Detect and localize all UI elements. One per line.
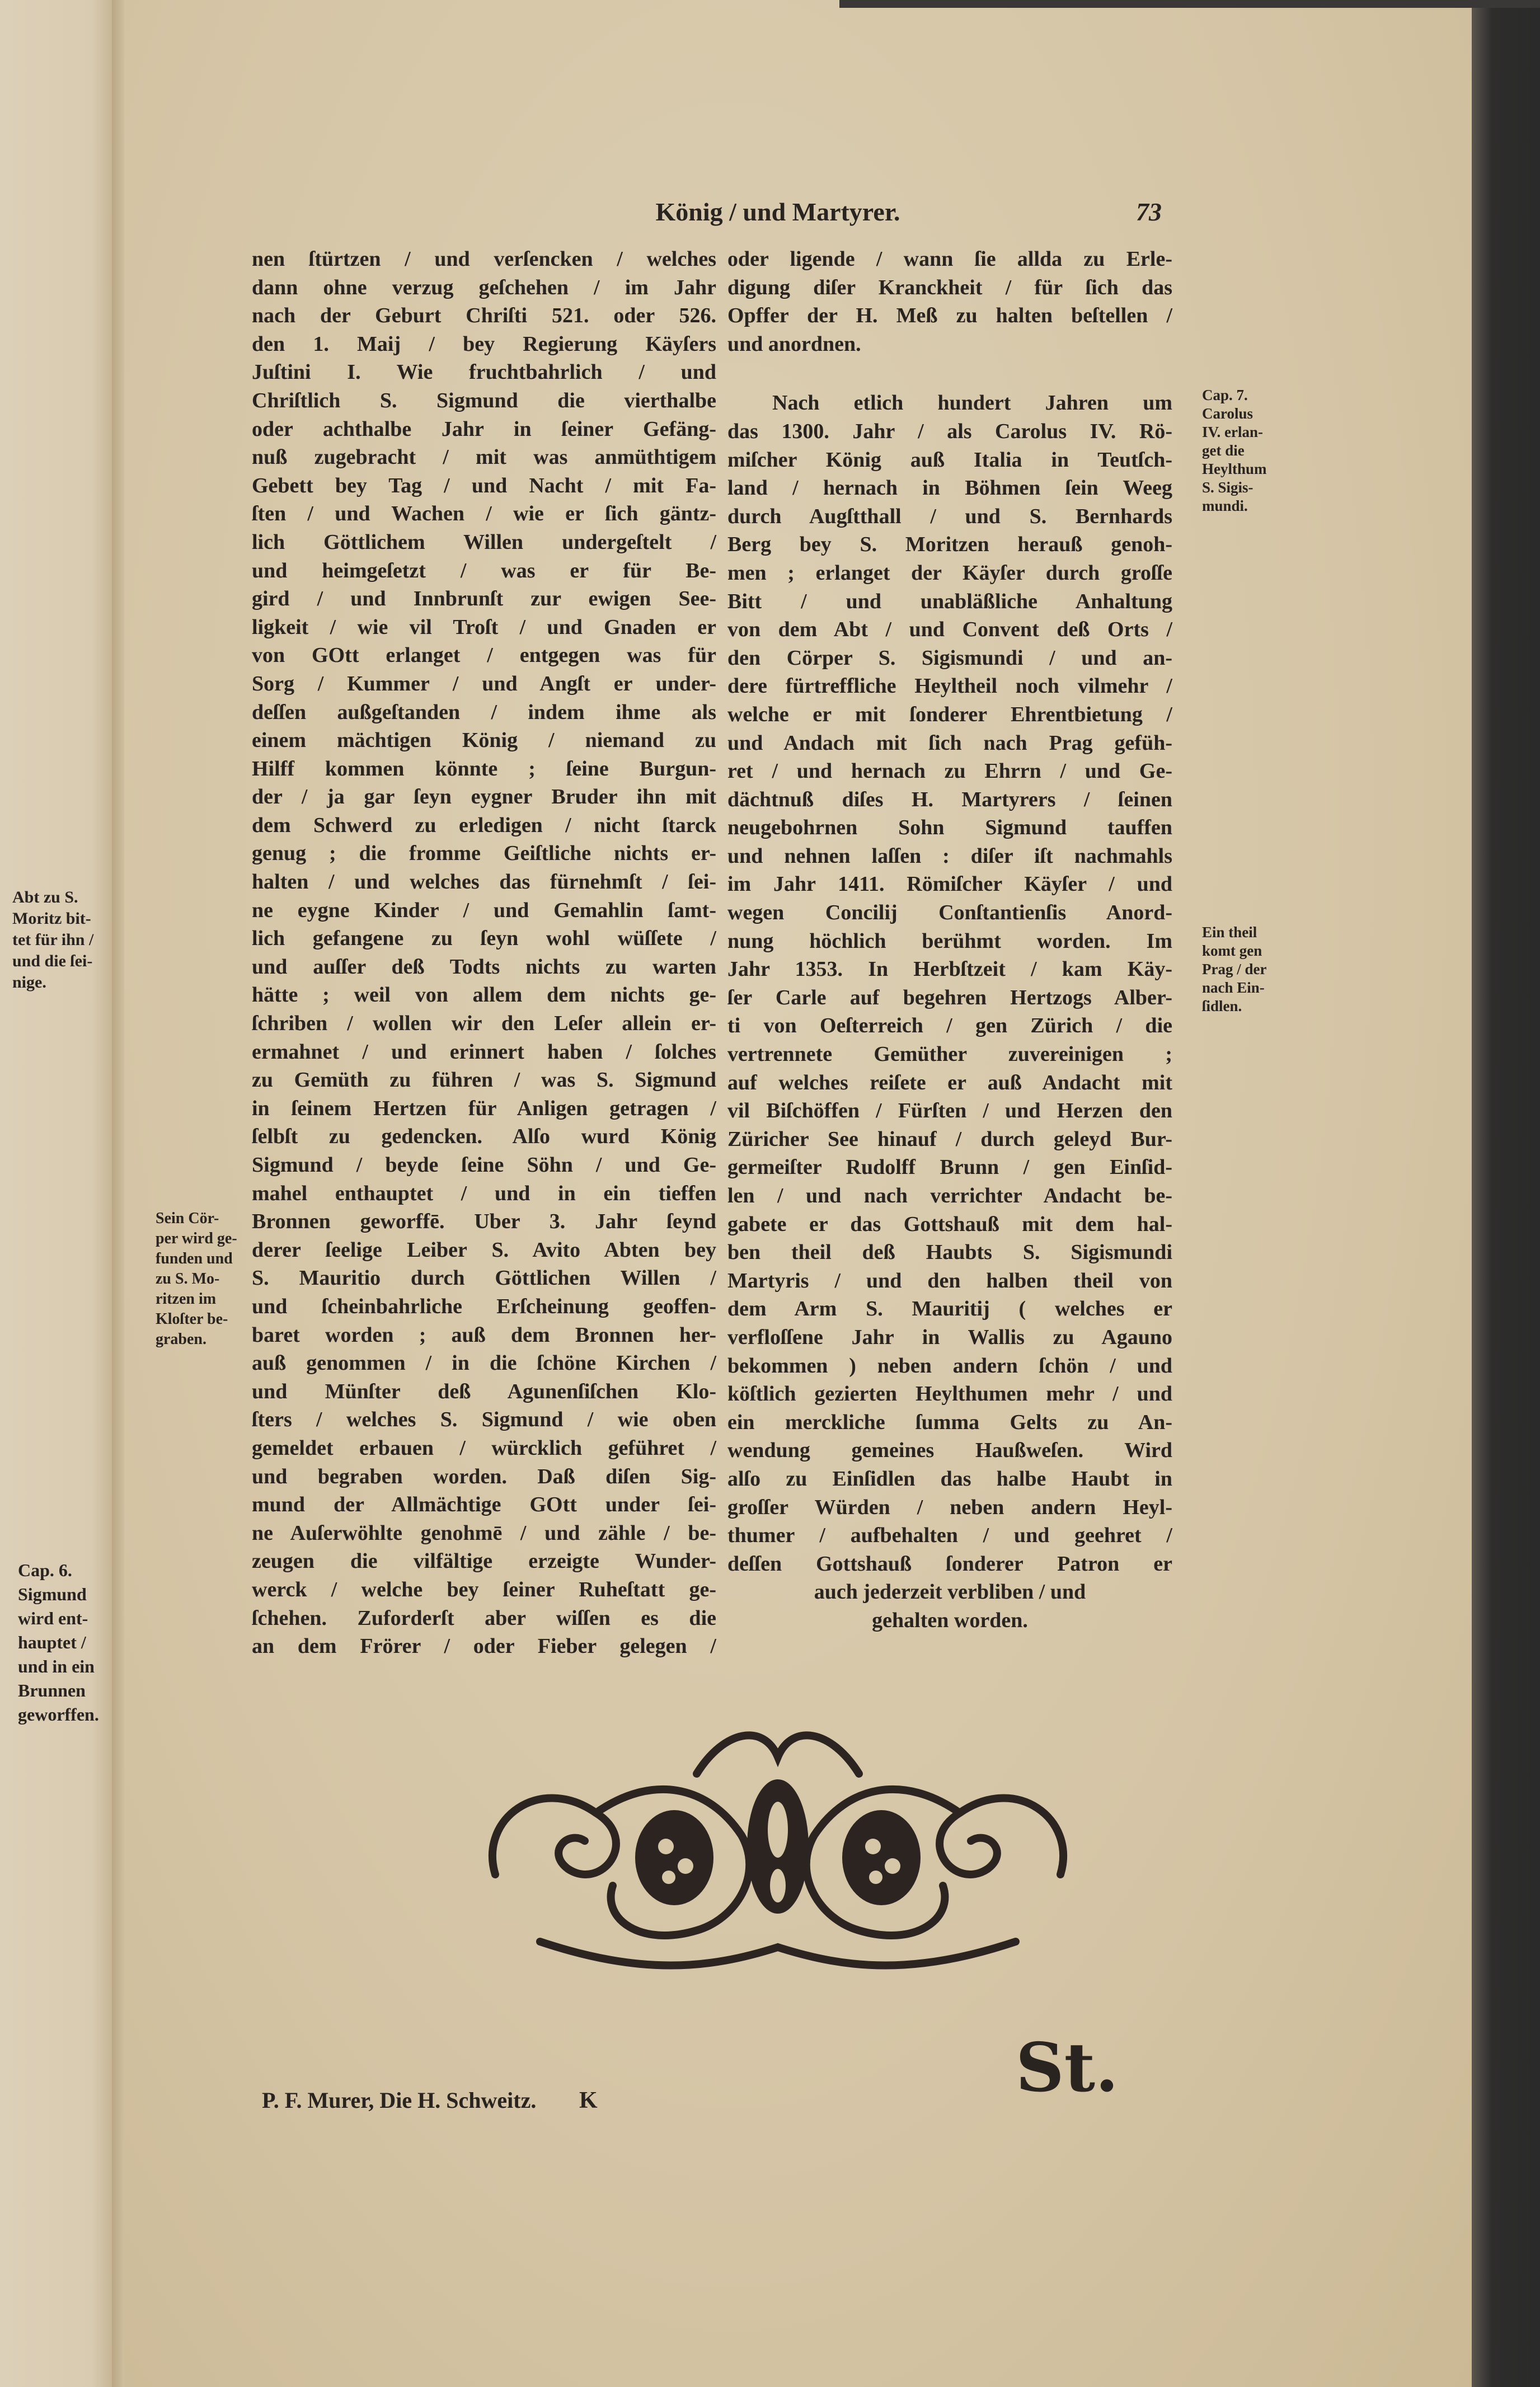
text-line: gird / und Innbrunſt zur ewigen See- xyxy=(252,587,716,611)
previous-page-edge xyxy=(0,0,115,2387)
text-line: den Cörper S. Sigismundi / und an- xyxy=(727,646,1172,670)
text-line: und ſcheinbahrliche Erſcheinung geoffen- xyxy=(252,1294,716,1318)
text-line: miſcher König auß Italia in Teutſch- xyxy=(727,448,1172,472)
text-line: Sorg / Kummer / und Angſt er under- xyxy=(252,671,716,696)
text-line: Sigmund / beyde ſeine Söhn / und Ge- xyxy=(252,1153,716,1177)
text-line: zeugen die vilfältige erzeigte Wunder- xyxy=(252,1549,716,1573)
ornament-pomegranate-right xyxy=(842,1810,921,1905)
text-line: thumer / aufbehalten / und geehret / xyxy=(727,1524,1172,1548)
text-line: den 1. Maij / bey Regierung Käyſers xyxy=(252,332,716,356)
margin-note-line: komt gen xyxy=(1202,942,1262,959)
text-line: Nach etlich hundert Jahren um xyxy=(772,391,1172,415)
text-line: Berg bey S. Moritzen herauß genoh- xyxy=(727,533,1172,557)
margin-note-line: Sigmund xyxy=(18,1584,87,1604)
margin-note-cap6 xyxy=(18,1558,99,1727)
text-line: auch jederzeit verbliben / und xyxy=(814,1580,1086,1604)
text-line: von dem Abt / und Convent deß Orts / xyxy=(727,618,1172,642)
text-line: ben theil deß Haubts S. Sigismundi xyxy=(727,1241,1172,1265)
text-line: derer ſeelige Leiber S. Avito Abten bey xyxy=(252,1238,716,1262)
margin-note-line: ritzen im xyxy=(156,1290,217,1308)
right-text-column xyxy=(727,245,1172,1635)
margin-note-line: Carolus xyxy=(1202,405,1253,422)
text-line: oder achthalbe Jahr in ſeiner Gefäng- xyxy=(252,417,716,441)
text-line: lich Göttlichem Willen undergeſtelt / xyxy=(252,530,716,554)
text-line: ein merckliche ſumma Gelts zu An- xyxy=(727,1410,1172,1434)
margin-note-line: und die ſei- xyxy=(12,952,93,970)
margin-note-line: tet für ihn / xyxy=(12,931,94,949)
text-line: und Andach mit ſich nach Prag gefüh- xyxy=(727,731,1172,755)
margin-note-line: geworffen. xyxy=(18,1704,99,1725)
text-line: ret / und hernach zu Ehrrn / und Ge- xyxy=(727,759,1172,783)
text-line: und auſſer deß Todts nichts zu warten xyxy=(252,955,716,979)
text-line: baret worden ; auß dem Bronnen her- xyxy=(252,1323,716,1347)
text-line: ne eygne Kinder / und Gemahlin ſamt- xyxy=(252,898,716,922)
margin-note-line: per wird ge- xyxy=(156,1230,237,1247)
text-line: land / hernach in Böhmen ſein Weeg xyxy=(727,476,1172,500)
text-line: von GOtt erlanget / entgegen was für xyxy=(252,643,716,668)
text-line: hätte ; weil von allem dem nichts ge- xyxy=(252,983,716,1007)
text-line: deſſen außgeſtanden / indem ihme als xyxy=(252,700,716,724)
margin-note-line: Sein Cör- xyxy=(156,1210,219,1227)
margin-note-line: Brunnen xyxy=(18,1680,86,1700)
text-line: Chriſtlich S. Sigmund die vierthalbe xyxy=(252,388,716,412)
text-line: und nehnen laſſen : diſer iſt nachmahls xyxy=(727,844,1172,868)
text-line: an dem Frörer / oder Fieber gelegen / xyxy=(252,1634,716,1658)
text-line: zu Gemüth zu führen / was S. Sigmund xyxy=(252,1068,716,1092)
margin-note-line: Ein theil xyxy=(1202,924,1257,941)
margin-note-line: ſidlen. xyxy=(1202,998,1242,1014)
margin-note-line: Abt zu S. xyxy=(12,888,78,906)
text-line: ti von Oeſterreich / gen Zürich / die xyxy=(727,1014,1172,1038)
margin-note-line: mundi. xyxy=(1202,497,1248,514)
text-line: vertrennete Gemüther zuvereinigen ; xyxy=(727,1042,1172,1066)
signature-line: P. F. Murer, Die H. Schweitz. xyxy=(262,2088,537,2113)
text-line: in ſeinem Hertzen für Anligen getragen / xyxy=(252,1096,716,1120)
running-title: König / und Martyrer. xyxy=(655,198,900,226)
text-line: der / ja gar ſeyn eygner Bruder ihn mit xyxy=(252,785,716,809)
text-line: digung diſer Kranckheit / für ſich das xyxy=(727,275,1172,299)
text-line: ligkeit / wie vil Troſt / und Gnaden er xyxy=(252,615,716,639)
text-line: nach der Geburt Chriſti 521. oder 526. xyxy=(252,304,716,328)
margin-note-line: nach Ein- xyxy=(1202,979,1265,996)
margin-note-line: graben. xyxy=(156,1331,206,1348)
text-line: oder ligende / wann ſie allda zu Erle- xyxy=(727,247,1172,271)
text-line: ermahnet / und erinnert haben / ſolches xyxy=(252,1040,716,1064)
text-line: wendung gemeines Haußweſen. Wird xyxy=(727,1439,1172,1463)
text-line: neugebohrnen Sohn Sigmund tauffen xyxy=(727,816,1172,840)
text-line: gabete er das Gottshauß mit dem hal- xyxy=(727,1212,1172,1236)
text-line: Bitt / und unabläßliche Anhaltung xyxy=(727,589,1172,613)
text-line: werck / welche bey ſeiner Ruheſtatt ge- xyxy=(252,1577,716,1601)
text-line: dere fürtreffliche Heyltheil noch vilmehr / xyxy=(727,674,1172,698)
ornament-bottom-scroll xyxy=(540,1942,1016,1966)
text-line: ſer Carle auf begehren Hertzogs Alber- xyxy=(727,985,1172,1009)
text-line: und heimgeſetzt / was er für Be- xyxy=(252,558,716,582)
text-line: Hilff kommen könnte ; ſeine Burgun- xyxy=(252,756,716,781)
margin-note-line: funden und xyxy=(156,1250,233,1267)
signature-mark: K xyxy=(579,2088,598,2113)
text-line: ne Auſerwöhlte genohmē / und zähle / be- xyxy=(252,1521,716,1545)
text-line: dächtnuß diſes H. Martyrers / ſeinen xyxy=(727,787,1172,811)
text-line: und begraben worden. Daß diſen Sig- xyxy=(252,1464,716,1488)
text-line: ſters / welches S. Sigmund / wie oben xyxy=(252,1408,716,1432)
text-line: vil Biſchöffen / Fürſten / und Herzen den xyxy=(727,1099,1172,1123)
text-line: Züricher See hinauf / durch geleyd Bur- xyxy=(727,1127,1172,1151)
margin-note-line: get die xyxy=(1202,442,1245,459)
page-number: 73 xyxy=(1136,198,1162,226)
tailpiece-ornament xyxy=(473,1707,1083,1986)
ornament-top-leaves xyxy=(697,1735,859,1774)
margin-note-line: Kloſter be- xyxy=(156,1310,228,1328)
margin-note-line: und in ein xyxy=(18,1656,95,1676)
margin-note-line: IV. erlan- xyxy=(1202,424,1264,440)
text-line: lich gefangene zu ſeyn wohl wüſſete / xyxy=(252,927,716,951)
margin-note-line: Moritz bit- xyxy=(12,909,91,928)
text-line: bekommen ) neben andern ſchön / und xyxy=(727,1354,1172,1378)
text-line: ſelbſt zu gedencken. Alſo wurd König xyxy=(252,1125,716,1149)
left-text-column xyxy=(252,245,716,1661)
text-line: ſchriben / wollen wir den Leſer allein er- xyxy=(252,1012,716,1036)
text-line: mahel enthauptet / und in ein tieffen xyxy=(252,1181,716,1205)
margin-note-line: hauptet / xyxy=(18,1632,86,1652)
margin-note-line: nige. xyxy=(12,973,46,992)
margin-note-line: Cap. 7. xyxy=(1202,387,1248,403)
text-line: halten / und welches das fürnehmſt / ſei- xyxy=(252,870,716,894)
margin-note-line: Prag / der xyxy=(1202,961,1267,978)
text-line: Opffer der H. Meß zu halten beſtellen / xyxy=(727,304,1172,328)
text-line: Gebett bey Tag / und Nacht / mit Fa- xyxy=(252,473,716,497)
paragraph-gap xyxy=(727,358,1172,389)
margin-note-ein-theil xyxy=(1202,923,1266,1016)
text-line: Bronnen geworffē. Uber 3. Jahr ſeynd xyxy=(252,1210,716,1234)
scan-background-top xyxy=(839,0,1540,8)
text-line: groſſer Würden / neben andern Heyl- xyxy=(727,1495,1172,1519)
scan-background xyxy=(1472,0,1540,2387)
margin-note-line: zu S. Mo- xyxy=(156,1270,220,1288)
margin-note-line: Heylthum xyxy=(1202,461,1267,477)
text-line: len / und nach verrichter Andacht be- xyxy=(727,1184,1172,1207)
margin-note-cap7 xyxy=(1202,386,1267,515)
text-line: köſtlich gezierten Heylthumen mehr / und xyxy=(727,1382,1172,1406)
margin-note-line: Cap. 6. xyxy=(18,1560,72,1580)
text-line: nung höchlich berühmt worden. Im xyxy=(727,929,1172,953)
text-line: dem Schwerd zu erledigen / nicht ſtarck xyxy=(252,813,716,837)
margin-note-line: S. Sigis- xyxy=(1202,479,1253,496)
text-line: im Jahr 1411. Römiſcher Käyſer / und xyxy=(727,872,1172,896)
text-line: dann ohne verzug geſchehen / im Jahr xyxy=(252,275,716,299)
text-line: gehalten worden. xyxy=(872,1608,1028,1632)
margin-note-abt-zu-s xyxy=(12,887,93,993)
catchword: St. xyxy=(1016,2028,1119,2107)
text-line: und anordnen. xyxy=(727,332,861,356)
text-line: welche er mit ſonderer Ehrentbietung / xyxy=(727,702,1172,726)
ornament-pomegranate-left xyxy=(635,1810,713,1905)
text-line: ſchehen. Zuforderſt aber wiſſen es die xyxy=(252,1606,716,1630)
text-line: gemeldet erbauen / würcklich geführet / xyxy=(252,1436,716,1460)
text-line: germeiſter Rudolff Brunn / gen Einſid- xyxy=(727,1155,1172,1180)
text-line: deſſen Gottshauß ſonderer Patron er xyxy=(727,1552,1172,1576)
text-line: Martyris / und den halben theil von xyxy=(727,1268,1172,1293)
text-line: nuß zugebracht / mit was anmüthtigem xyxy=(252,445,716,469)
text-line: einem mächtigen König / niemand zu xyxy=(252,729,716,753)
text-line: mund der Allmächtige GOtt under ſei- xyxy=(252,1493,716,1517)
text-line: und Münſter deß Agunenſiſchen Klo- xyxy=(252,1379,716,1403)
text-line: men ; erlanget der Käyſer durch groſſe xyxy=(727,561,1172,585)
text-line: genug ; die fromme Geiſtliche nichts er- xyxy=(252,842,716,866)
text-line: verfloſſene Jahr in Wallis zu Agauno xyxy=(727,1325,1172,1349)
text-line: auß genommen / in die ſchöne Kirchen / xyxy=(252,1351,716,1375)
text-line: wegen Concilij Conſtantienſis Anord- xyxy=(727,901,1172,925)
text-line: nen ſtürtzen / und verſencken / welches xyxy=(252,247,716,271)
margin-note-sein-coerper xyxy=(156,1209,237,1350)
text-line: das 1300. Jahr / als Carolus IV. Rö- xyxy=(727,419,1172,443)
text-line: durch Augſtthall / und S. Bernhards xyxy=(727,504,1172,528)
text-line: Juſtini I. Wie fruchtbahrlich / und xyxy=(252,360,716,384)
text-line: S. Mauritio durch Göttlichen Willen / xyxy=(252,1266,716,1290)
text-line: Jahr 1353. In Herbſtzeit / kam Käy- xyxy=(727,957,1172,981)
text-line: dem Arm S. Mauritij ( welches er xyxy=(727,1297,1172,1321)
text-line: ſten / und Wachen / wie er ſich gäntz- xyxy=(252,502,716,526)
margin-note-line: wird ent- xyxy=(18,1608,88,1628)
text-line: alſo zu Einſidlen das halbe Haubt in xyxy=(727,1467,1172,1491)
text-line: auf welches reiſete er auß Andacht mit xyxy=(727,1070,1172,1094)
